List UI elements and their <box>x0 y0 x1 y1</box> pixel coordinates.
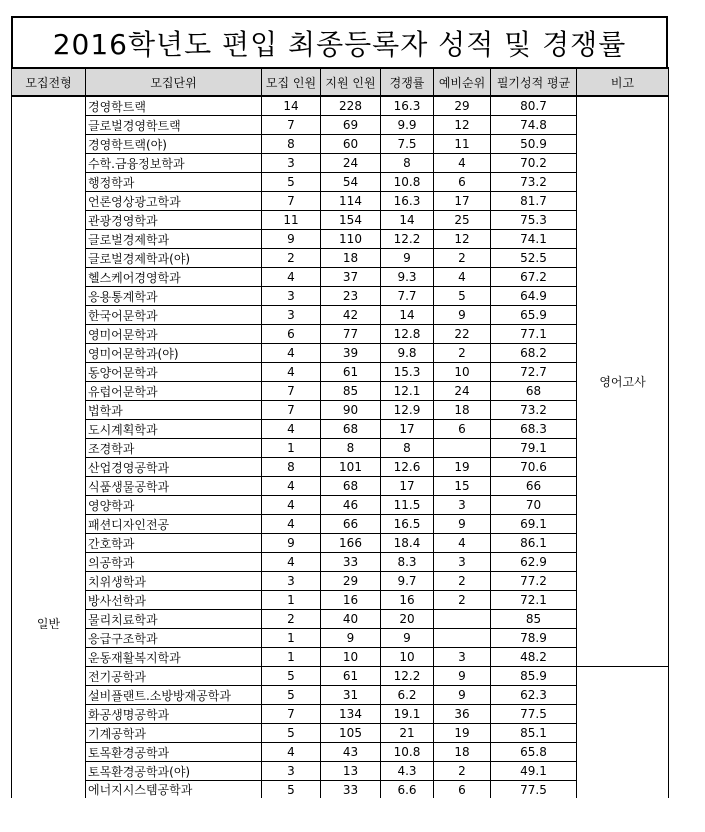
waitlist-cell <box>434 629 491 648</box>
table-row <box>12 686 669 705</box>
applicants-cell: 33 <box>321 781 381 799</box>
table-row <box>12 648 669 667</box>
score-cell: 85 <box>491 610 577 629</box>
ratio-cell: 6.2 <box>381 686 434 705</box>
quota-cell: 9 <box>262 534 321 553</box>
applicants-cell: 40 <box>321 610 381 629</box>
unit-cell: 글로벌경제학과(야) <box>86 249 262 268</box>
quota-cell: 5 <box>262 781 321 799</box>
score-cell: 85.9 <box>491 667 577 686</box>
applicants-cell: 61 <box>321 363 381 382</box>
unit-cell: 글로벌경영학트랙 <box>86 116 262 135</box>
table-row <box>12 439 669 458</box>
score-cell: 67.2 <box>491 268 577 287</box>
table-row <box>12 591 669 610</box>
score-cell: 69.1 <box>491 515 577 534</box>
waitlist-cell: 3 <box>434 648 491 667</box>
quota-cell: 9 <box>262 230 321 249</box>
ratio-cell: 20 <box>381 610 434 629</box>
unit-cell: 영미어문학과(야) <box>86 344 262 363</box>
unit-cell: 운동재활복지학과 <box>86 648 262 667</box>
score-cell: 80.7 <box>491 96 577 116</box>
unit-cell: 치위생학과 <box>86 572 262 591</box>
unit-cell: 응용통계학과 <box>86 287 262 306</box>
score-cell: 70.6 <box>491 458 577 477</box>
ratio-cell: 6.6 <box>381 781 434 799</box>
unit-cell: 물리치료학과 <box>86 610 262 629</box>
ratio-cell: 7.5 <box>381 135 434 154</box>
ratio-cell: 10.8 <box>381 743 434 762</box>
quota-cell: 7 <box>262 192 321 211</box>
quota-cell: 4 <box>262 515 321 534</box>
table-row <box>12 135 669 154</box>
ratio-cell: 9.7 <box>381 572 434 591</box>
applicants-cell: 18 <box>321 249 381 268</box>
quota-cell: 1 <box>262 439 321 458</box>
waitlist-cell: 9 <box>434 306 491 325</box>
applicants-cell: 37 <box>321 268 381 287</box>
applicants-cell: 42 <box>321 306 381 325</box>
quota-cell: 5 <box>262 724 321 743</box>
table-row <box>12 344 669 363</box>
applicants-cell: 23 <box>321 287 381 306</box>
ratio-cell: 12.2 <box>381 230 434 249</box>
applicants-cell: 54 <box>321 173 381 192</box>
table-row <box>12 96 669 116</box>
applicants-cell: 24 <box>321 154 381 173</box>
quota-cell: 4 <box>262 496 321 515</box>
table-row <box>12 667 669 686</box>
waitlist-cell: 9 <box>434 686 491 705</box>
unit-cell: 전기공학과 <box>86 667 262 686</box>
table-row <box>12 743 669 762</box>
score-cell: 64.9 <box>491 287 577 306</box>
ratio-cell: 12.6 <box>381 458 434 477</box>
score-cell: 72.7 <box>491 363 577 382</box>
waitlist-cell: 25 <box>434 211 491 230</box>
unit-cell: 기계공학과 <box>86 724 262 743</box>
waitlist-cell: 2 <box>434 344 491 363</box>
waitlist-cell: 2 <box>434 591 491 610</box>
unit-cell: 한국어문학과 <box>86 306 262 325</box>
table-row <box>12 724 669 743</box>
applicants-cell: 114 <box>321 192 381 211</box>
waitlist-cell: 9 <box>434 515 491 534</box>
unit-cell: 조경학과 <box>86 439 262 458</box>
ratio-cell: 16 <box>381 591 434 610</box>
unit-cell: 간호학과 <box>86 534 262 553</box>
table-row <box>12 249 669 268</box>
applicants-cell: 90 <box>321 401 381 420</box>
applicants-cell: 166 <box>321 534 381 553</box>
unit-cell: 도시계획학과 <box>86 420 262 439</box>
quota-cell: 7 <box>262 705 321 724</box>
note-cell: 영어고사 <box>577 96 669 667</box>
ratio-cell: 9 <box>381 629 434 648</box>
score-cell: 85.1 <box>491 724 577 743</box>
quota-cell: 5 <box>262 686 321 705</box>
header-note: 비고 <box>577 68 669 96</box>
unit-cell: 글로벌경제학과 <box>86 230 262 249</box>
quota-cell: 1 <box>262 648 321 667</box>
note-cell-empty <box>577 667 669 686</box>
header-type: 모집전형 <box>12 68 86 96</box>
ratio-cell: 12.1 <box>381 382 434 401</box>
score-cell: 77.1 <box>491 325 577 344</box>
quota-cell: 5 <box>262 667 321 686</box>
applicants-cell: 85 <box>321 382 381 401</box>
table-row <box>12 515 669 534</box>
score-sheet <box>11 16 668 798</box>
waitlist-cell: 4 <box>434 534 491 553</box>
ratio-cell: 17 <box>381 420 434 439</box>
table-row <box>12 154 669 173</box>
unit-cell: 헬스케어경영학과 <box>86 268 262 287</box>
score-cell: 50.9 <box>491 135 577 154</box>
applicants-cell: 228 <box>321 96 381 116</box>
applicants-cell: 61 <box>321 667 381 686</box>
unit-cell: 수학.금융정보학과 <box>86 154 262 173</box>
header-unit: 모집단위 <box>86 68 262 96</box>
applicants-cell: 10 <box>321 648 381 667</box>
applicants-cell: 46 <box>321 496 381 515</box>
score-cell: 68.2 <box>491 344 577 363</box>
ratio-cell: 10.8 <box>381 173 434 192</box>
quota-cell: 6 <box>262 325 321 344</box>
quota-cell: 7 <box>262 382 321 401</box>
quota-cell: 3 <box>262 572 321 591</box>
applicants-cell: 69 <box>321 116 381 135</box>
ratio-cell: 14 <box>381 306 434 325</box>
unit-cell: 의공학과 <box>86 553 262 572</box>
unit-cell: 패션디자인전공 <box>86 515 262 534</box>
quota-cell: 4 <box>262 553 321 572</box>
waitlist-cell: 6 <box>434 173 491 192</box>
waitlist-cell: 3 <box>434 496 491 515</box>
waitlist-cell: 36 <box>434 705 491 724</box>
quota-cell: 5 <box>262 173 321 192</box>
waitlist-cell: 2 <box>434 762 491 781</box>
score-cell: 73.2 <box>491 173 577 192</box>
applicants-cell: 77 <box>321 325 381 344</box>
table-row <box>12 268 669 287</box>
note-cell-empty <box>577 762 669 781</box>
table-row <box>12 287 669 306</box>
score-cell: 49.1 <box>491 762 577 781</box>
header-quota: 모집 인원 <box>262 68 321 96</box>
score-cell: 62.3 <box>491 686 577 705</box>
applicants-cell: 16 <box>321 591 381 610</box>
table-row <box>12 116 669 135</box>
waitlist-cell: 15 <box>434 477 491 496</box>
waitlist-cell: 12 <box>434 116 491 135</box>
ratio-cell: 12.8 <box>381 325 434 344</box>
waitlist-cell: 29 <box>434 96 491 116</box>
page-title: 2016학년도 편입 최종등록자 성적 및 경쟁률 <box>11 16 668 67</box>
ratio-cell: 9.9 <box>381 116 434 135</box>
unit-cell: 토목환경공학과(야) <box>86 762 262 781</box>
waitlist-cell: 19 <box>434 458 491 477</box>
waitlist-cell: 18 <box>434 401 491 420</box>
score-cell: 81.7 <box>491 192 577 211</box>
waitlist-cell: 18 <box>434 743 491 762</box>
score-cell: 74.1 <box>491 230 577 249</box>
waitlist-cell: 17 <box>434 192 491 211</box>
waitlist-cell: 22 <box>434 325 491 344</box>
applicants-cell: 39 <box>321 344 381 363</box>
unit-cell: 경영학트랙 <box>86 96 262 116</box>
quota-cell: 3 <box>262 287 321 306</box>
score-cell: 68 <box>491 382 577 401</box>
applicants-cell: 101 <box>321 458 381 477</box>
waitlist-cell: 24 <box>434 382 491 401</box>
ratio-cell: 12.2 <box>381 667 434 686</box>
quota-cell: 3 <box>262 154 321 173</box>
ratio-cell: 12.9 <box>381 401 434 420</box>
ratio-cell: 11.5 <box>381 496 434 515</box>
applicants-cell: 9 <box>321 629 381 648</box>
unit-cell: 방사선학과 <box>86 591 262 610</box>
waitlist-cell: 2 <box>434 249 491 268</box>
applicants-cell: 110 <box>321 230 381 249</box>
quota-cell: 4 <box>262 344 321 363</box>
header-row <box>12 68 669 96</box>
ratio-cell: 9.3 <box>381 268 434 287</box>
table-row <box>12 705 669 724</box>
table-row <box>12 572 669 591</box>
applicants-cell: 29 <box>321 572 381 591</box>
score-cell: 73.2 <box>491 401 577 420</box>
waitlist-cell: 4 <box>434 154 491 173</box>
table-row <box>12 781 669 799</box>
header-score: 필기성적 평균 <box>491 68 577 96</box>
waitlist-cell: 5 <box>434 287 491 306</box>
table-row <box>12 192 669 211</box>
score-cell: 52.5 <box>491 249 577 268</box>
ratio-cell: 7.7 <box>381 287 434 306</box>
quota-cell: 4 <box>262 477 321 496</box>
table-row <box>12 306 669 325</box>
waitlist-cell: 6 <box>434 781 491 799</box>
waitlist-cell: 3 <box>434 553 491 572</box>
unit-cell: 경영학트랙(야) <box>86 135 262 154</box>
quota-cell: 1 <box>262 629 321 648</box>
unit-cell: 설비플랜트.소방방재공학과 <box>86 686 262 705</box>
score-cell: 66 <box>491 477 577 496</box>
ratio-cell: 16.3 <box>381 192 434 211</box>
table-row <box>12 382 669 401</box>
ratio-cell: 14 <box>381 211 434 230</box>
waitlist-cell: 10 <box>434 363 491 382</box>
unit-cell: 동양어문학과 <box>86 363 262 382</box>
unit-cell: 법학과 <box>86 401 262 420</box>
quota-cell: 14 <box>262 96 321 116</box>
note-cell-empty <box>577 724 669 743</box>
applicants-cell: 66 <box>321 515 381 534</box>
unit-cell: 식품생물공학과 <box>86 477 262 496</box>
results-table <box>11 67 669 798</box>
ratio-cell: 8.3 <box>381 553 434 572</box>
ratio-cell: 10 <box>381 648 434 667</box>
ratio-cell: 15.3 <box>381 363 434 382</box>
header-waitlist: 예비순위 <box>434 68 491 96</box>
table-row <box>12 325 669 344</box>
unit-cell: 언론영상광고학과 <box>86 192 262 211</box>
table-row <box>12 173 669 192</box>
waitlist-cell: 19 <box>434 724 491 743</box>
score-cell: 77.5 <box>491 781 577 799</box>
quota-cell: 8 <box>262 135 321 154</box>
applicants-cell: 8 <box>321 439 381 458</box>
table-row <box>12 534 669 553</box>
waitlist-cell: 11 <box>434 135 491 154</box>
ratio-cell: 8 <box>381 154 434 173</box>
quota-cell: 11 <box>262 211 321 230</box>
score-cell: 70 <box>491 496 577 515</box>
applicants-cell: 134 <box>321 705 381 724</box>
quota-cell: 1 <box>262 591 321 610</box>
applicants-cell: 68 <box>321 420 381 439</box>
unit-cell: 유럽어문학과 <box>86 382 262 401</box>
quota-cell: 4 <box>262 363 321 382</box>
score-cell: 70.2 <box>491 154 577 173</box>
quota-cell: 7 <box>262 116 321 135</box>
score-cell: 48.2 <box>491 648 577 667</box>
score-cell: 75.3 <box>491 211 577 230</box>
unit-cell: 산업경영공학과 <box>86 458 262 477</box>
applicants-cell: 33 <box>321 553 381 572</box>
unit-cell: 행정학과 <box>86 173 262 192</box>
unit-cell: 영양학과 <box>86 496 262 515</box>
ratio-cell: 9.8 <box>381 344 434 363</box>
waitlist-cell: 2 <box>434 572 491 591</box>
score-cell: 65.9 <box>491 306 577 325</box>
quota-cell: 2 <box>262 610 321 629</box>
ratio-cell: 16.3 <box>381 96 434 116</box>
quota-cell: 8 <box>262 458 321 477</box>
unit-cell: 응급구조학과 <box>86 629 262 648</box>
unit-cell: 화공생명공학과 <box>86 705 262 724</box>
score-cell: 78.9 <box>491 629 577 648</box>
waitlist-cell <box>434 439 491 458</box>
quota-cell: 4 <box>262 743 321 762</box>
quota-cell: 7 <box>262 401 321 420</box>
quota-cell: 3 <box>262 762 321 781</box>
applicants-cell: 60 <box>321 135 381 154</box>
score-cell: 65.8 <box>491 743 577 762</box>
ratio-cell: 18.4 <box>381 534 434 553</box>
score-cell: 77.5 <box>491 705 577 724</box>
table-row <box>12 477 669 496</box>
ratio-cell: 19.1 <box>381 705 434 724</box>
table-row <box>12 401 669 420</box>
unit-cell: 영미어문학과 <box>86 325 262 344</box>
score-cell: 68.3 <box>491 420 577 439</box>
note-cell-empty <box>577 781 669 799</box>
waitlist-cell: 9 <box>434 667 491 686</box>
score-cell: 62.9 <box>491 553 577 572</box>
table-row <box>12 762 669 781</box>
ratio-cell: 16.5 <box>381 515 434 534</box>
table-row <box>12 553 669 572</box>
score-cell: 79.1 <box>491 439 577 458</box>
quota-cell: 4 <box>262 420 321 439</box>
ratio-cell: 8 <box>381 439 434 458</box>
table-row <box>12 496 669 515</box>
unit-cell: 토목환경공학과 <box>86 743 262 762</box>
quota-cell: 2 <box>262 249 321 268</box>
applicants-cell: 13 <box>321 762 381 781</box>
waitlist-cell: 4 <box>434 268 491 287</box>
table-row <box>12 629 669 648</box>
waitlist-cell <box>434 610 491 629</box>
header-ratio: 경쟁률 <box>381 68 434 96</box>
quota-cell: 4 <box>262 268 321 287</box>
applicants-cell: 68 <box>321 477 381 496</box>
note-cell-empty <box>577 686 669 705</box>
waitlist-cell: 12 <box>434 230 491 249</box>
applicants-cell: 43 <box>321 743 381 762</box>
table-row <box>12 420 669 439</box>
note-cell-empty <box>577 705 669 724</box>
ratio-cell: 4.3 <box>381 762 434 781</box>
ratio-cell: 9 <box>381 249 434 268</box>
table-row <box>12 458 669 477</box>
quota-cell: 3 <box>262 306 321 325</box>
table-row <box>12 211 669 230</box>
unit-cell: 관광경영학과 <box>86 211 262 230</box>
applicants-cell: 31 <box>321 686 381 705</box>
waitlist-cell: 6 <box>434 420 491 439</box>
unit-cell: 에너지시스템공학과 <box>86 781 262 799</box>
table-row <box>12 230 669 249</box>
score-cell: 77.2 <box>491 572 577 591</box>
score-cell: 72.1 <box>491 591 577 610</box>
ratio-cell: 21 <box>381 724 434 743</box>
applicants-cell: 154 <box>321 211 381 230</box>
score-cell: 86.1 <box>491 534 577 553</box>
table-row <box>12 363 669 382</box>
admission-type-cell: 일반 <box>12 96 86 798</box>
note-cell-empty <box>577 743 669 762</box>
ratio-cell: 17 <box>381 477 434 496</box>
score-cell: 74.8 <box>491 116 577 135</box>
applicants-cell: 105 <box>321 724 381 743</box>
table-row <box>12 610 669 629</box>
header-applicants: 지원 인원 <box>321 68 381 96</box>
